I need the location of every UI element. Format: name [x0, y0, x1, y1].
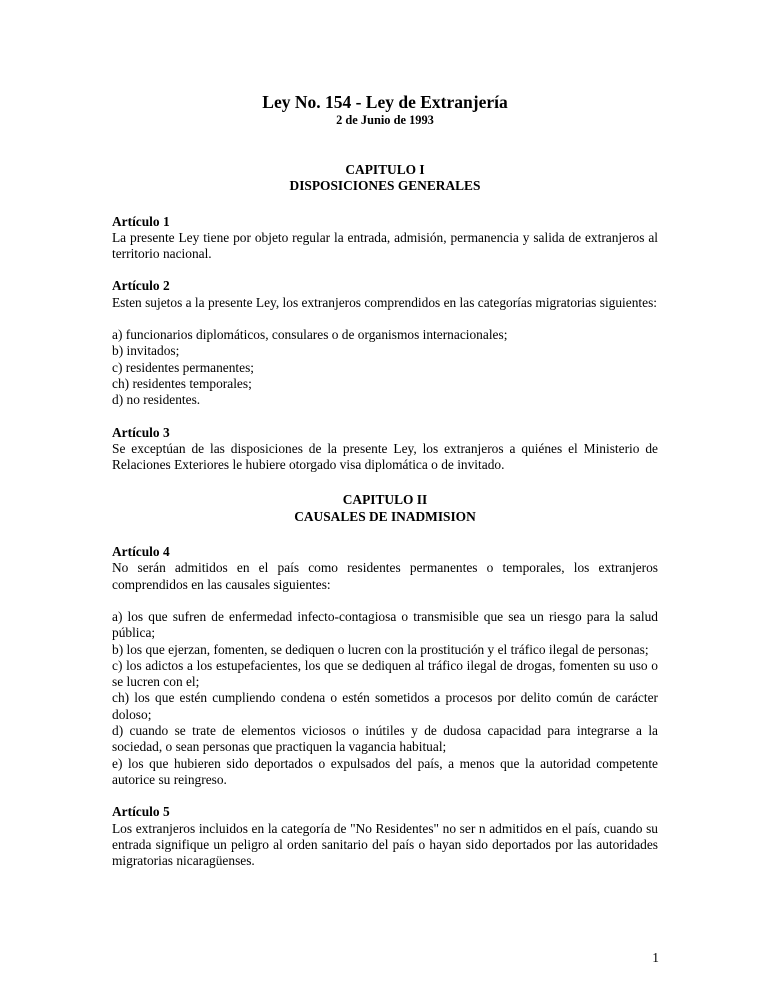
list-item: b) invitados; — [112, 343, 180, 359]
list-item: b) los que ejerzan, fomenten, se dediquen o lucren con la prostitución y el tráfico ilegal de personas; — [112, 641, 649, 657]
article-4-text: No serán admitidos en el país como residentes permanentes o temporales, los extranjeros comprendidos en las causales siguientes: — [112, 560, 658, 592]
article-1-heading: Artículo 1 — [112, 213, 170, 229]
list-item: a) funcionarios diplomáticos, consulares o de organismos internacionales; — [112, 327, 508, 343]
document-date: 2 de Junio de 1993 — [336, 113, 434, 127]
list-item: d) cuando se trate de elementos viciosos o inútiles y de dudosa capacidad para integrarse a la sociedad, o sean personas que practiquen la vagancia habitual; — [112, 723, 658, 755]
article-5-text: Los extranjeros incluidos en la categoría de "No Residentes" no ser n admitidos en el país, cuando su entrada signifique un peligro al orden sanitario del país o hayan sido deportados por las autoridades migratorias nicaragüenses. — [112, 820, 658, 869]
page-number: 1 — [652, 950, 659, 965]
chapter-1-heading: CAPITULO I — [345, 162, 425, 177]
article-5-heading: Artículo 5 — [112, 804, 170, 820]
chapter-1-subheading: DISPOSICIONES GENERALES — [289, 178, 481, 194]
list-item: e) los que hubieren sido deportados o expulsados del país, a menos que la autoridad competente autorice su reingreso. — [112, 755, 658, 787]
article-3-heading: Artículo 3 — [112, 424, 170, 440]
document-body — [112, 92, 658, 869]
list-item: d) no residentes. — [112, 392, 201, 408]
list-item: c) residentes permanentes; — [112, 359, 255, 375]
article-2-text: Esten sujetos a la presente Ley, los extranjeros comprendidos en las categorías migratorias siguientes: — [112, 294, 658, 310]
list-item: ch) residentes temporales; — [112, 375, 252, 391]
list-item: c) los adictos a los estupefacientes, los que se dediquen al tráfico ilegal de drogas, fomenten su uso o se lucren con el; — [112, 657, 658, 690]
chapter-2-heading: CAPITULO II — [342, 492, 428, 508]
document-title: Ley No. 154 - Ley de Extranjería — [262, 92, 508, 112]
chapter-2-subheading: CAUSALES DE INADMISION — [294, 508, 476, 524]
article-4-heading: Artículo 4 — [112, 544, 170, 560]
article-2-list — [112, 327, 658, 408]
article-3-text: Se exceptúan de las disposiciones de la presente Ley, los extranjeros a quiénes el Ministerio de Relaciones Exteriores le hubiere otorgado visa diplomática o de invitado. — [112, 440, 658, 473]
list-item: ch) los que estén cumpliendo condena o estén sometidos a procesos por delito común de carácter doloso; — [112, 690, 658, 722]
article-2-heading: Artículo 2 — [112, 278, 170, 294]
article-1-text: La presente Ley tiene por objeto regular la entrada, admisión, permanencia y salida de extranjeros al territorio nacional. — [112, 229, 658, 262]
article-4-list — [112, 609, 658, 788]
list-item: a) los que sufren de enfermedad infecto-contagiosa o transmisible que sea un riesgo para la salud pública; — [112, 608, 658, 641]
